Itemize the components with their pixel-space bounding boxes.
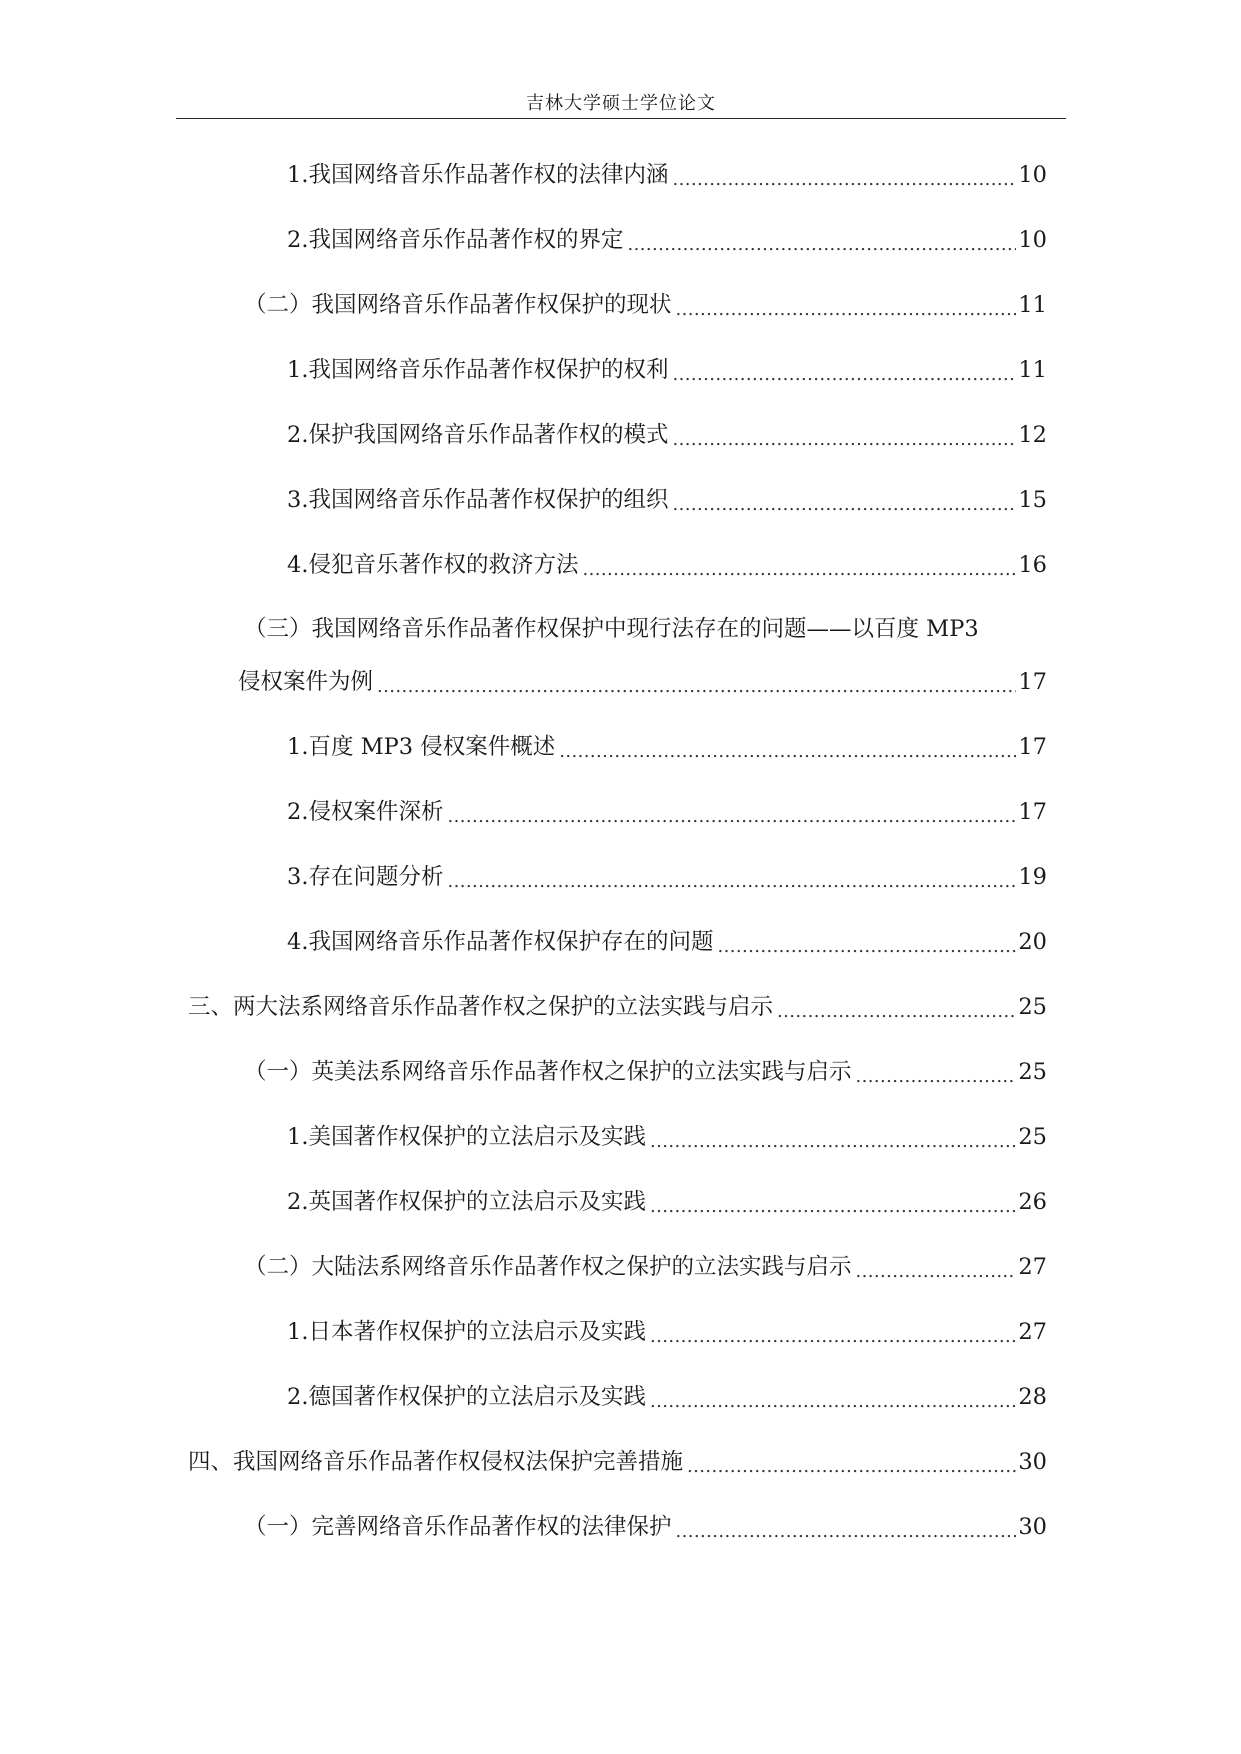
toc-entry-page: 17 (1018, 799, 1047, 825)
toc-entry-page: 15 (1018, 487, 1047, 513)
toc-entry-page: 30 (1018, 1514, 1047, 1540)
header-title: 吉林大学硕士学位论文 (526, 93, 716, 114)
toc-leader-dots (650, 1382, 1016, 1412)
toc-entry-title: 1.美国著作权保护的立法启示及实践 (287, 1124, 646, 1150)
toc-leader-dots (676, 1512, 1017, 1542)
toc-leader-dots (650, 1122, 1016, 1152)
toc-entry[interactable] (244, 1512, 1047, 1542)
toc-entry-title: 1.百度 MP3 侵权案件概述 (287, 734, 556, 760)
toc-entry-page: 27 (1018, 1319, 1047, 1345)
toc-entry[interactable] (287, 797, 1047, 827)
toc-entry-page: 25 (1018, 1059, 1047, 1085)
toc-entry-page: 19 (1018, 864, 1047, 890)
toc-entry[interactable] (287, 420, 1047, 450)
toc-entry-page: 11 (1018, 357, 1047, 383)
toc-leader-dots (687, 1447, 1016, 1477)
toc-entry[interactable] (287, 160, 1047, 190)
toc-entry[interactable] (287, 862, 1047, 892)
toc-entry[interactable] (188, 992, 1047, 1022)
toc-entry-page: 17 (1018, 734, 1047, 760)
toc-entry-page: 12 (1018, 422, 1047, 448)
toc-entry-page: 26 (1018, 1189, 1047, 1215)
toc-leader-dots (377, 667, 1016, 697)
toc-leader-dots (672, 420, 1016, 450)
toc-entry-page: 20 (1018, 929, 1047, 955)
toc-entry-title-line1: （三）我国网络音乐作品著作权保护中现行法存在的问题——以百度 MP3 (244, 616, 979, 642)
toc-leader-dots (676, 290, 1017, 320)
toc-entry[interactable] (287, 1317, 1047, 1347)
toc-leader-dots (672, 485, 1016, 515)
toc-entry-title: 1.我国网络音乐作品著作权保护的权利 (287, 357, 669, 383)
toc-entry-title: 1.日本著作权保护的立法启示及实践 (287, 1319, 646, 1345)
toc-entry[interactable] (287, 550, 1047, 580)
toc-entry-title: 4.我国网络音乐作品著作权保护存在的问题 (287, 929, 714, 955)
toc-entry-title: 侵权案件为例 (238, 669, 374, 695)
toc-entry-title: 三、两大法系网络音乐作品著作权之保护的立法实践与启示 (188, 994, 774, 1020)
toc-entry-line1[interactable] (244, 614, 1047, 644)
toc-entry[interactable] (244, 290, 1047, 320)
toc-leader-dots (856, 1252, 1017, 1282)
toc-leader-dots (672, 355, 1016, 385)
toc-leader-dots (650, 1317, 1016, 1347)
toc-entry[interactable] (287, 1122, 1047, 1152)
toc-entry[interactable] (244, 1057, 1047, 1087)
toc-entry[interactable] (287, 355, 1047, 385)
toc-entry-title: 四、我国网络音乐作品著作权侵权法保护完善措施 (188, 1449, 684, 1475)
toc-entry-page: 10 (1018, 227, 1047, 253)
toc-entry[interactable] (287, 927, 1047, 957)
toc-entry[interactable] (287, 1382, 1047, 1412)
toc-entry-title: （一）完善网络音乐作品著作权的法律保护 (244, 1514, 672, 1540)
toc-entry[interactable] (287, 485, 1047, 515)
page-header (176, 88, 1066, 119)
toc-entry-page: 27 (1018, 1254, 1047, 1280)
toc-entry-title: 2.德国著作权保护的立法启示及实践 (287, 1384, 646, 1410)
toc-entry-title: （二）大陆法系网络音乐作品著作权之保护的立法实践与启示 (244, 1254, 852, 1280)
toc-entry[interactable] (188, 1447, 1047, 1477)
toc-leader-dots (447, 797, 1016, 827)
toc-entry-page: 25 (1018, 994, 1047, 1020)
toc-entry-page: 25 (1018, 1124, 1047, 1150)
toc-leader-dots (672, 160, 1016, 190)
toc-entry-title: 2.保护我国网络音乐作品著作权的模式 (287, 422, 669, 448)
toc-entry-title: 1.我国网络音乐作品著作权的法律内涵 (287, 162, 669, 188)
toc-leader-dots (447, 862, 1016, 892)
toc-entry-page: 28 (1018, 1384, 1047, 1410)
toc-entry[interactable] (287, 225, 1047, 255)
toc-entry-page: 17 (1018, 669, 1047, 695)
toc-leader-dots (559, 732, 1016, 762)
toc-leader-dots (627, 225, 1016, 255)
toc-entry-title: 2.侵权案件深析 (287, 799, 444, 825)
toc-leader-dots (856, 1057, 1017, 1087)
toc-leader-dots (777, 992, 1016, 1022)
toc-entry-title: （二）我国网络音乐作品著作权保护的现状 (244, 292, 672, 318)
toc-entry[interactable] (238, 667, 1047, 697)
toc-entry-title: （一）英美法系网络音乐作品著作权之保护的立法实践与启示 (244, 1059, 852, 1085)
toc-leader-dots (582, 550, 1016, 580)
toc-entry-page: 16 (1018, 552, 1047, 578)
toc-entry-title: 2.我国网络音乐作品著作权的界定 (287, 227, 624, 253)
toc-leader-dots (650, 1187, 1016, 1217)
toc-leader-dots (717, 927, 1016, 957)
toc-entry-page: 11 (1018, 292, 1047, 318)
toc-entry-page: 10 (1018, 162, 1047, 188)
toc-entry-title: 3.我国网络音乐作品著作权保护的组织 (287, 487, 669, 513)
toc-entry[interactable] (244, 1252, 1047, 1282)
toc-entry-title: 2.英国著作权保护的立法启示及实践 (287, 1189, 646, 1215)
toc-entry-title: 4.侵犯音乐著作权的救济方法 (287, 552, 579, 578)
toc-entry-title: 3.存在问题分析 (287, 864, 444, 890)
toc-entry[interactable] (287, 1187, 1047, 1217)
toc-entry-page: 30 (1018, 1449, 1047, 1475)
toc-entry[interactable] (287, 732, 1047, 762)
